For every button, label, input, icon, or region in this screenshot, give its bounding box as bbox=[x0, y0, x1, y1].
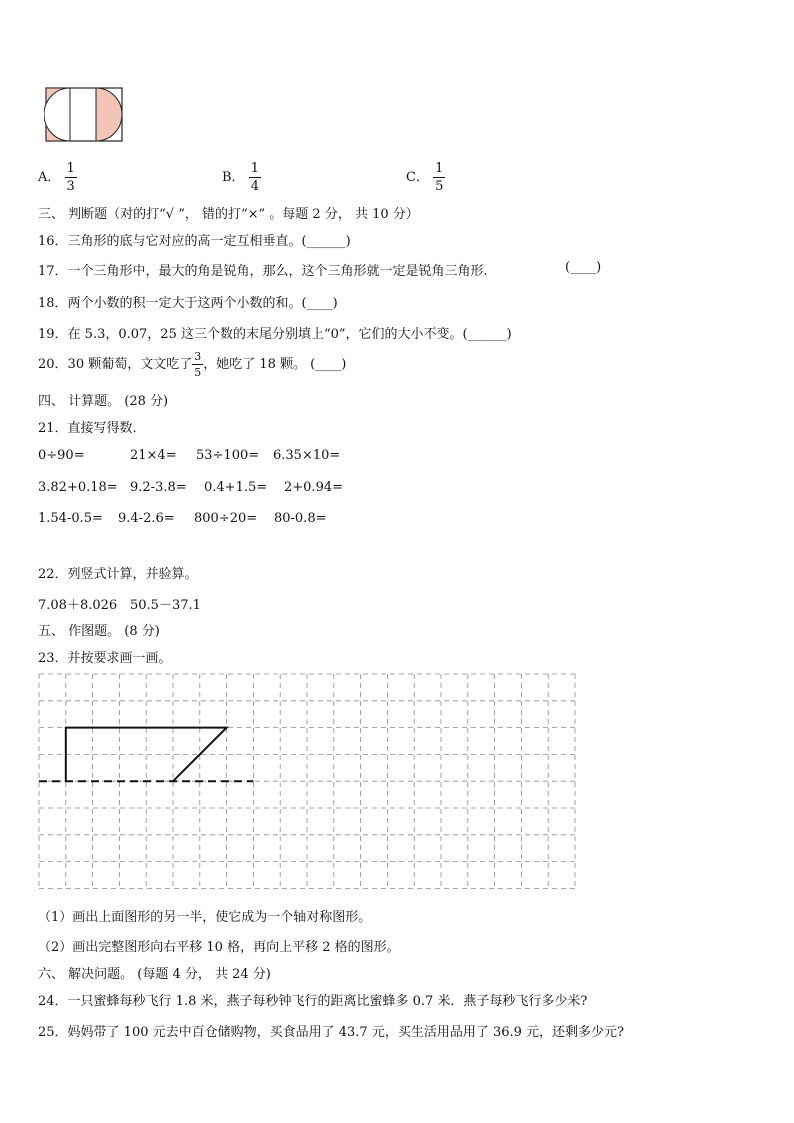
question-20-text-end: ，她吃了 18 颗。 (____) bbox=[203, 357, 347, 372]
question-22: 22．列竖式计算，并验算。 bbox=[38, 567, 198, 582]
fraction: $\frac{1}{3}$ bbox=[66, 161, 75, 194]
choice-letter: A． bbox=[38, 170, 61, 185]
calc-item: 0÷90= bbox=[38, 448, 85, 463]
calc-item: 0.4+1.5= bbox=[204, 480, 268, 495]
question-24: 24．一只蜜蜂每秒飞行 1.8 米，燕子每秒钟飞行的距离比蜜蜂多 0.7 米．燕子每秒飞行多少米? bbox=[38, 994, 588, 1009]
question-20 bbox=[38, 351, 346, 378]
question-23: 23．并按要求画一画。 bbox=[38, 651, 172, 666]
calc-row-3 bbox=[38, 511, 398, 529]
fraction-shape-figure bbox=[44, 86, 126, 144]
calc-item: 800÷20= bbox=[194, 511, 258, 526]
question-23-part-2: （2）画出完整图形向右平移 10 格，再向上平移 2 格的图形。 bbox=[38, 940, 400, 955]
drawing-grid[interactable] bbox=[37, 672, 577, 892]
section-5-heading: 五、 作图题。 (8 分) bbox=[38, 624, 160, 639]
calc-item: 2+0.94= bbox=[284, 480, 344, 495]
calc-row-1 bbox=[38, 448, 398, 466]
question-22-expr-2: 50.5－37.1 bbox=[130, 598, 201, 613]
question-19: 19．在 5.3，0.07，25 这三个数的末尾分别填上“0”，它们的大小不变。(______) bbox=[38, 327, 512, 342]
calc-item: 9.4-2.6= bbox=[118, 511, 175, 526]
calc-row-2 bbox=[38, 480, 398, 498]
calc-item: 6.35×10= bbox=[273, 448, 341, 463]
question-16: 16．三角形的底与它对应的高一定互相垂直。(______) bbox=[38, 234, 351, 249]
calc-item: 9.2-3.8= bbox=[130, 480, 187, 495]
choice-letter: C． bbox=[406, 170, 429, 185]
question-18: 18．两个小数的积一定大于这两个小数的和。(____) bbox=[38, 296, 338, 311]
question-23-part-1: （1）画出上面图形的另一半，使它成为一个轴对称图形。 bbox=[38, 910, 372, 925]
fraction: $\frac{1}{4}$ bbox=[250, 161, 259, 194]
choice-b[interactable] bbox=[222, 162, 261, 193]
calc-item: 1.54-0.5= bbox=[38, 511, 103, 526]
calc-item: 53÷100= bbox=[196, 448, 260, 463]
calc-item: 80-0.8= bbox=[274, 511, 327, 526]
question-17: 17．一个三角形中，最大的角是锐角，那么，这个三角形就一定是锐角三角形. bbox=[38, 264, 488, 279]
choice-c[interactable] bbox=[406, 162, 445, 193]
question-17-blank[interactable]: (____) bbox=[565, 260, 602, 275]
section-6-heading: 六、 解决问题。 (每题 4 分， 共 24 分) bbox=[38, 967, 271, 982]
choice-letter: B． bbox=[222, 170, 245, 185]
question-22-expr-1: 7.08＋8.026 bbox=[38, 598, 118, 613]
calc-item: 3.82+0.18= bbox=[38, 480, 118, 495]
question-25: 25．妈妈带了 100 元去中百仓储购物，买食品用了 43.7 元，买生活用品用了 36.9 元，还剩多少元? bbox=[38, 1025, 625, 1040]
question-21: 21．直接写得数. bbox=[38, 421, 137, 436]
section-3-heading: 三、 判断题（对的打“√ ”， 错的打“×” 。每题 2 分， 共 10 分） bbox=[38, 207, 419, 222]
fraction: $\frac{1}{5}$ bbox=[435, 161, 444, 194]
calc-item: 21×4= bbox=[130, 448, 177, 463]
fraction: $\frac{3}{5}$ bbox=[194, 350, 202, 379]
choice-a[interactable] bbox=[38, 162, 77, 193]
section-4-heading: 四、 计算题。 (28 分) bbox=[38, 394, 169, 409]
question-20-text: 20．30 颗葡萄，文文吃了 bbox=[38, 357, 193, 372]
